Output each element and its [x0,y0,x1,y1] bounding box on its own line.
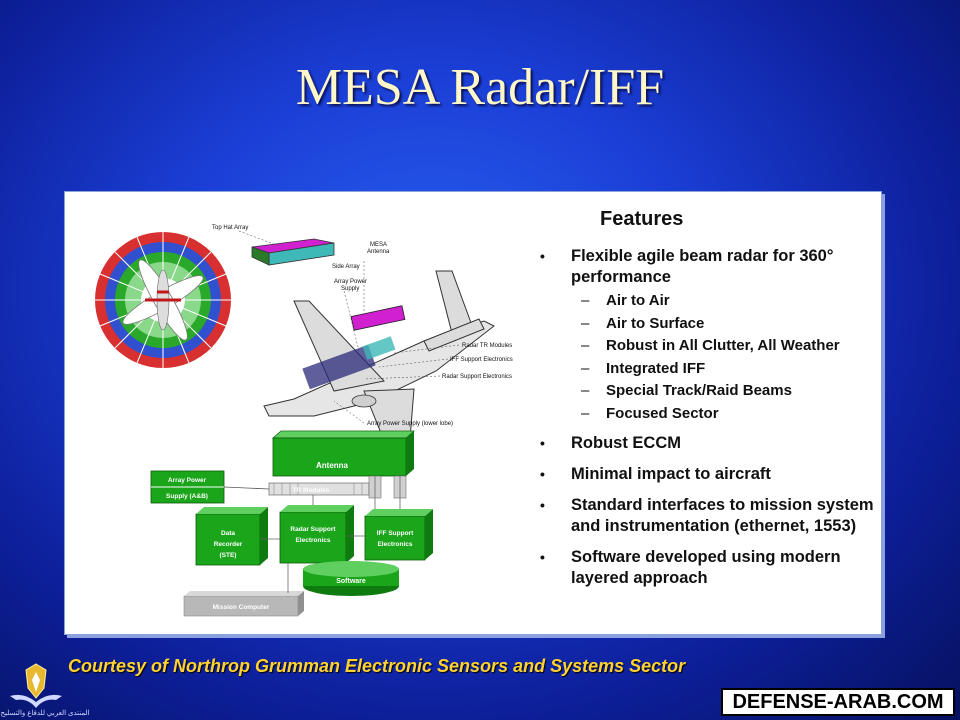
array-power-supply-label: Supply (A&B) [166,493,208,500]
block-diagram [151,431,433,616]
array-power-label: Array Power [167,477,207,484]
label-side-array: Side Array [332,264,360,270]
top-hat-array-graphic [252,239,334,265]
bullet-text: Software developed using modern layered approach [571,548,841,587]
mission-computer-label: Mission Computer [212,604,270,611]
sub-list-item: – Air to Air [581,292,670,309]
label-array-power-lower: Array Power Supply (lower lobe) [367,421,454,427]
bullet-text: Minimal impact to aircraft [571,465,771,483]
label-mesa-antenna: MESA Antenna [367,242,390,255]
sub-list-item: – Robust in All Clutter, All Weather [581,337,840,354]
sub-item-text: Air to Air [606,292,670,309]
bullet-dot: • [540,248,545,264]
label-radar-support: Radar Support Electronics [442,374,513,380]
bullet-text: Standard interfaces to mission system and instrumentation (ethernet, 1553) [571,496,874,535]
sub-list [571,290,880,425]
sub-item-text: Special Track/Raid Beams [606,382,792,399]
data-recorder-label: Data Recorder (STE) [213,530,243,559]
sub-item-text: Focused Sector [606,404,719,422]
tr-modules-label: TR Modules [292,487,330,494]
list-item [540,464,880,485]
iff-support-block [365,516,425,560]
bullet-text: Flexible agile beam radar for 360° performance [571,247,834,286]
logo-caption: المنتدى العربي للدفاع والتسليح [0,710,90,717]
list-item [540,495,880,537]
iff-support-label: IFF Support Electronics [376,530,414,548]
sub-list-item: – Focused Sector [581,404,719,422]
antenna-block [273,438,406,476]
beam-pattern-graphic [95,232,231,368]
features-list [540,246,880,599]
bullet-dot: • [540,466,545,482]
software-label: Software [336,578,366,585]
sub-list-item: – Integrated IFF [581,359,706,377]
label-radar-tr-modules: Radar TR Modules [462,343,513,349]
bullet-text: Robust ECCM [571,434,681,452]
radar-support-label: Radar Support Electronics [290,526,336,544]
label-top-hat-array: Top Hat Array [212,225,249,231]
sub-list-item: – Air to Surface [581,314,705,332]
label-array-power-supply: Array Power Supply [334,279,368,292]
sub-list-item: – Special Track/Raid Beams [581,382,792,399]
antenna-label: Antenna [316,461,348,470]
sub-item-text: Integrated IFF [606,359,706,377]
sub-item-text: Robust in All Clutter, All Weather [606,337,840,354]
label-iff-support: IFF Support Electronics [450,357,513,363]
list-item [540,547,880,589]
bullet-dot: • [540,497,545,513]
features-heading: Features [600,208,684,230]
list-item [540,246,880,425]
slide-title: MESA Radar/IFF [295,59,665,116]
bullet-dot: • [540,435,545,451]
bullet-dot: • [540,549,545,565]
sub-item-text: Air to Surface [606,314,705,332]
watermark-badge: DEFENSE-ARAB.COM [721,688,955,716]
list-item [540,433,880,454]
courtesy-text: Courtesy of Northrop Grumman Electronic Sensors and Systems Sector [68,656,686,676]
mesa-diagram [64,191,534,633]
